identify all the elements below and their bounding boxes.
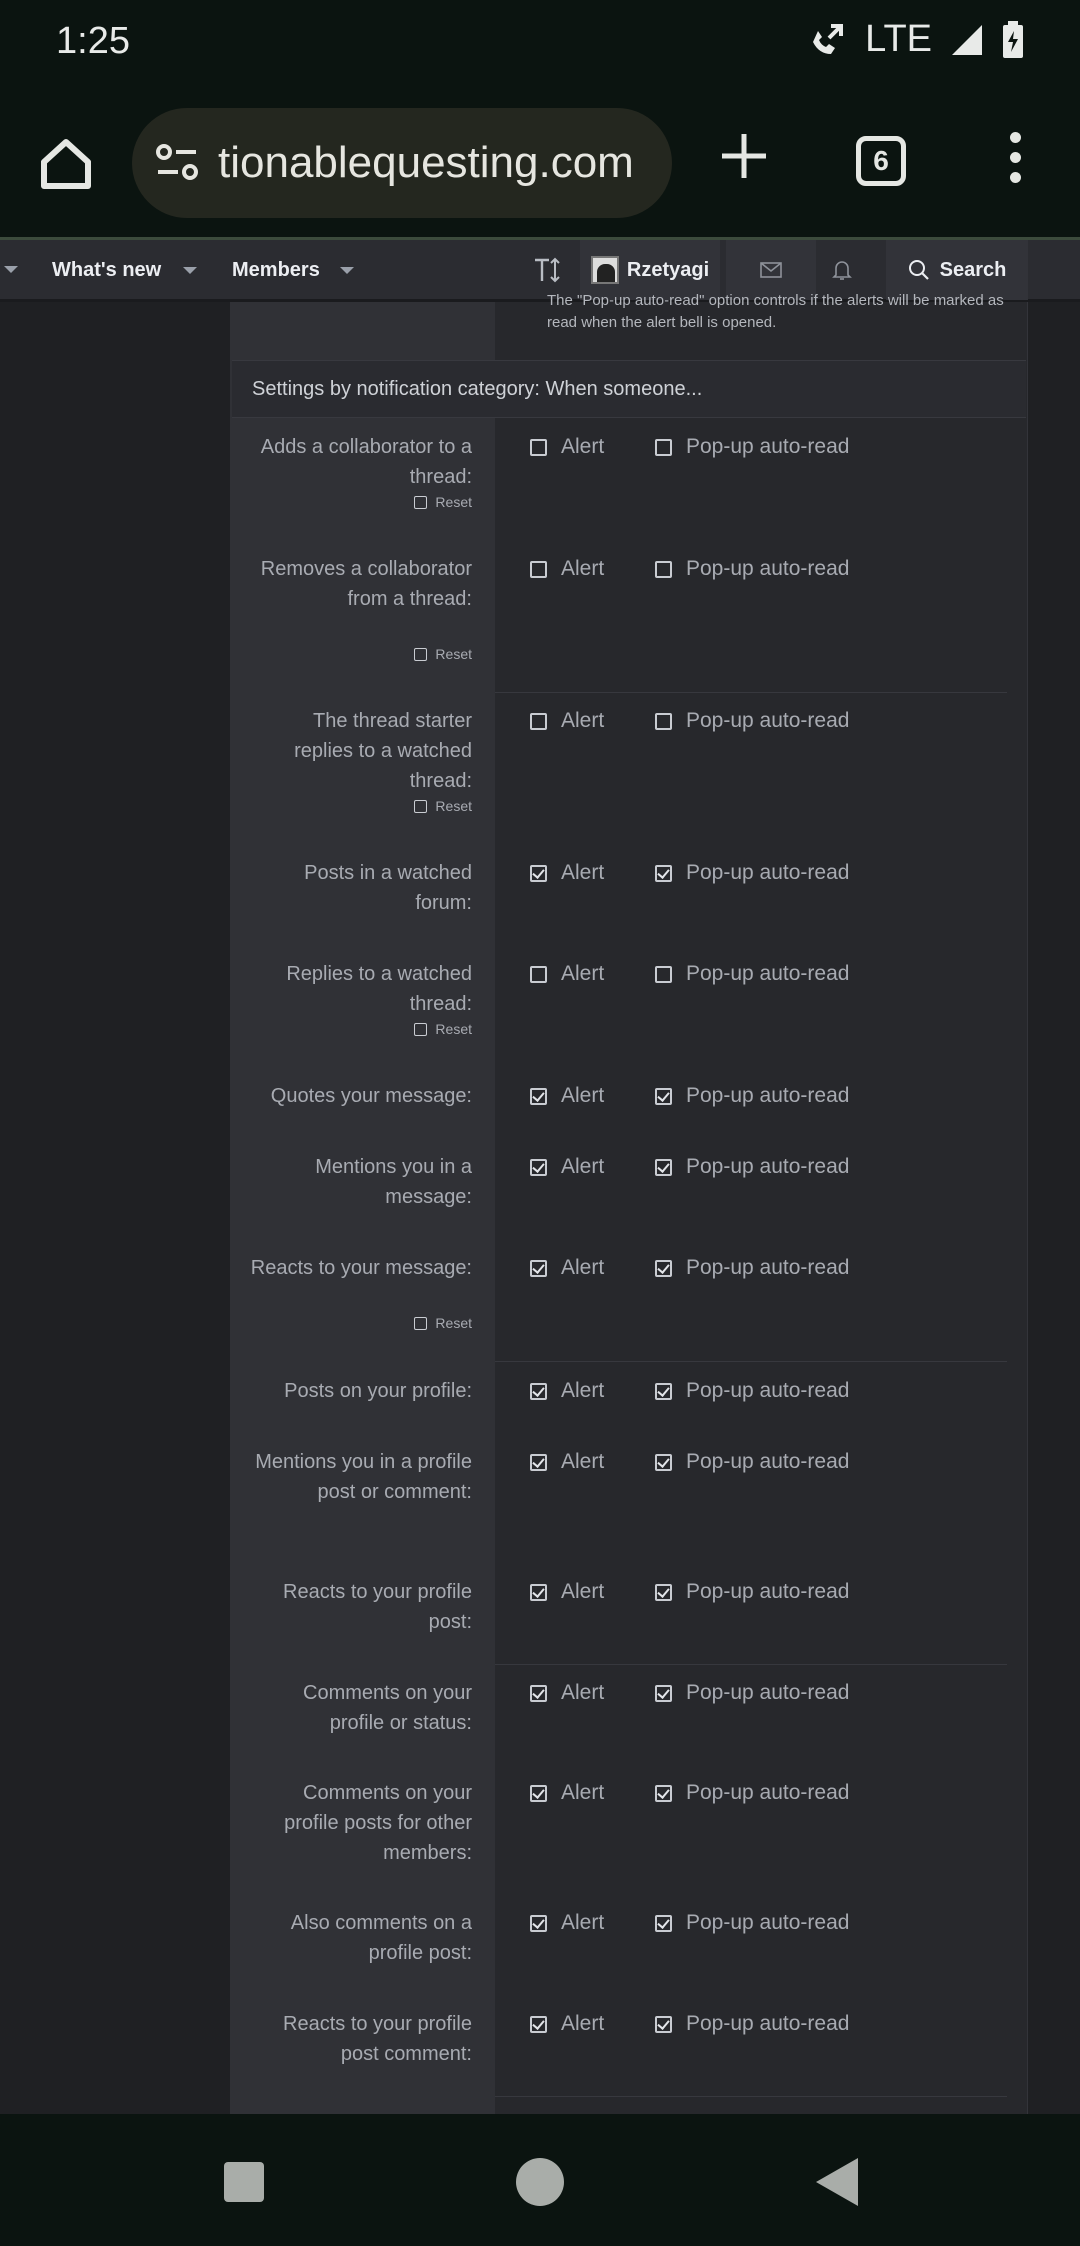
checkbox-checked-icon[interactable] xyxy=(530,1685,547,1702)
popup-autoread-checkbox[interactable] xyxy=(655,557,849,581)
popup-autoread-checkbox-label: Pop-up auto-read xyxy=(686,1256,850,1279)
popup-autoread-checkbox-label: Pop-up auto-read xyxy=(686,2012,850,2035)
reset-checkbox[interactable] xyxy=(408,646,472,662)
alert-checkbox[interactable] xyxy=(530,2012,604,2036)
checkbox-icon[interactable] xyxy=(414,496,427,509)
checkbox-checked-icon[interactable] xyxy=(655,1383,672,1400)
alert-checkbox-label: Alert xyxy=(561,709,605,732)
setting-label: Also comments on a profile post: xyxy=(290,1912,472,1964)
checkbox-checked-icon[interactable] xyxy=(655,1454,672,1471)
alert-checkbox-label: Alert xyxy=(561,1911,605,1934)
group-divider xyxy=(495,1664,1007,1665)
status-time: 1:25 xyxy=(56,20,130,62)
home-button[interactable] xyxy=(516,2158,564,2206)
reset-label: Reset xyxy=(435,646,472,662)
network-type: LTE xyxy=(865,18,932,60)
status-bar xyxy=(0,0,1080,86)
nav-members-label: Members xyxy=(232,258,320,281)
checkbox-icon[interactable] xyxy=(414,1023,427,1036)
popup-autoread-checkbox-label: Pop-up auto-read xyxy=(686,435,850,458)
signal-icon xyxy=(950,23,984,57)
alert-checkbox-label: Alert xyxy=(561,435,605,458)
popup-autoread-checkbox-label: Pop-up auto-read xyxy=(686,1379,850,1402)
checkbox-checked-icon[interactable] xyxy=(530,2016,547,2033)
popup-autoread-checkbox[interactable] xyxy=(655,861,849,885)
popup-autoread-explanation: The "Pop-up auto-read" option controls if the alerts will be marked as read when the alert bell is opened. xyxy=(547,292,1004,331)
alert-checkbox[interactable] xyxy=(530,1911,604,1935)
popup-autoread-checkbox-label: Pop-up auto-read xyxy=(686,1084,850,1107)
alert-checkbox-label: Alert xyxy=(561,1681,605,1704)
home-icon[interactable] xyxy=(36,134,96,194)
alert-checkbox[interactable] xyxy=(530,1450,604,1474)
system-nav-bar xyxy=(0,2114,1080,2246)
alert-checkbox[interactable] xyxy=(530,1781,604,1805)
alert-checkbox[interactable] xyxy=(530,709,604,733)
search-icon xyxy=(908,259,930,281)
checkbox-icon[interactable] xyxy=(655,561,672,578)
chevron-down-icon[interactable] xyxy=(340,267,354,274)
nav-members[interactable] xyxy=(232,240,354,300)
alert-checkbox[interactable] xyxy=(530,1379,604,1403)
checkbox-checked-icon[interactable] xyxy=(530,1383,547,1400)
checkbox-checked-icon[interactable] xyxy=(655,865,672,882)
alert-checkbox[interactable] xyxy=(530,1580,604,1604)
nav-whats-new[interactable] xyxy=(52,240,197,300)
alert-checkbox-label: Alert xyxy=(561,1084,605,1107)
alert-checkbox[interactable] xyxy=(530,435,604,459)
envelope-icon xyxy=(760,262,782,278)
setting-label: Reacts to your profile post comment: xyxy=(283,2013,472,2065)
setting-label: Quotes your message: xyxy=(270,1085,472,1107)
popup-autoread-checkbox[interactable] xyxy=(655,1450,849,1474)
popup-autoread-checkbox[interactable] xyxy=(655,1781,849,1805)
setting-label: Reacts to your message: xyxy=(250,1257,472,1279)
alert-checkbox[interactable] xyxy=(530,861,604,885)
popup-autoread-checkbox[interactable] xyxy=(655,435,849,459)
setting-label: Reacts to your profile post: xyxy=(283,1581,472,1633)
alert-checkbox-label: Alert xyxy=(561,557,605,580)
checkbox-checked-icon[interactable] xyxy=(655,1685,672,1702)
setting-label: Posts on your profile: xyxy=(284,1380,472,1402)
recents-button[interactable] xyxy=(224,2162,264,2202)
setting-label: Mentions you in a message: xyxy=(315,1156,472,1208)
checkbox-icon[interactable] xyxy=(530,561,547,578)
group-divider xyxy=(495,692,1007,693)
status-icons xyxy=(807,18,1024,61)
wifi-calling-icon xyxy=(807,20,847,60)
checkbox-checked-icon[interactable] xyxy=(655,2016,672,2033)
checkbox-checked-icon[interactable] xyxy=(655,1785,672,1802)
setting-label: Mentions you in a profile post or comment: xyxy=(255,1451,472,1503)
setting-label: Comments on your profile or status: xyxy=(303,1682,472,1734)
popup-autoread-checkbox-label: Pop-up auto-read xyxy=(686,962,850,985)
alert-checkbox-label: Alert xyxy=(561,1256,605,1279)
reset-checkbox[interactable] xyxy=(408,494,472,510)
alert-checkbox-label: Alert xyxy=(561,1155,605,1178)
popup-autoread-checkbox[interactable] xyxy=(655,1911,849,1935)
popup-autoread-checkbox-label: Pop-up auto-read xyxy=(686,1580,850,1603)
checkbox-checked-icon[interactable] xyxy=(655,1584,672,1601)
checkbox-icon[interactable] xyxy=(414,800,427,813)
alert-checkbox[interactable] xyxy=(530,1681,604,1705)
checkbox-checked-icon[interactable] xyxy=(655,1915,672,1932)
menu-icon[interactable] xyxy=(1000,132,1030,188)
popup-autoread-checkbox-label: Pop-up auto-read xyxy=(686,1155,850,1178)
setting-label: The thread starter replies to a watched thread: xyxy=(294,710,472,792)
popup-autoread-checkbox[interactable] xyxy=(655,1379,849,1403)
checkbox-checked-icon[interactable] xyxy=(530,1260,547,1277)
popup-autoread-checkbox[interactable] xyxy=(655,962,849,986)
username-label: Rzetyagi xyxy=(626,258,710,281)
popup-autoread-checkbox-label: Pop-up auto-read xyxy=(686,1450,850,1473)
alert-checkbox[interactable] xyxy=(530,1155,604,1179)
right-gutter xyxy=(1028,300,1080,2114)
reset-label: Reset xyxy=(435,798,472,814)
bell-icon xyxy=(832,259,852,281)
reset-label: Reset xyxy=(435,1315,472,1331)
reset-checkbox[interactable] xyxy=(408,1021,472,1037)
setting-label: Comments on your profile posts for other members: xyxy=(284,1782,472,1864)
checkbox-checked-icon[interactable] xyxy=(655,1260,672,1277)
popup-autoread-checkbox[interactable] xyxy=(655,709,849,733)
setting-label: Replies to a watched thread: xyxy=(286,963,472,1015)
avatar xyxy=(591,256,619,284)
left-gutter xyxy=(0,300,230,2114)
checkbox-icon[interactable] xyxy=(530,439,547,456)
popup-autoread-checkbox-label: Pop-up auto-read xyxy=(686,557,850,580)
setting-label: Removes a collaborator from a thread: xyxy=(260,558,472,610)
chevron-down-icon[interactable] xyxy=(183,267,197,274)
text-size-icon xyxy=(533,257,561,283)
site-settings-icon[interactable] xyxy=(154,140,200,186)
checkbox-icon[interactable] xyxy=(655,966,672,983)
popup-autoread-checkbox[interactable] xyxy=(655,1580,849,1604)
reset-label: Reset xyxy=(435,494,472,510)
alert-checkbox[interactable] xyxy=(530,1256,604,1280)
tab-switcher-button[interactable]: 6 xyxy=(856,136,906,186)
popup-autoread-checkbox[interactable] xyxy=(655,1681,849,1705)
url-text[interactable]: tionablequesting.com xyxy=(218,138,634,187)
nav-whats-new-label: What's new xyxy=(52,258,162,281)
popup-autoread-checkbox-label: Pop-up auto-read xyxy=(686,1911,850,1934)
checkbox-checked-icon[interactable] xyxy=(530,1785,547,1802)
alert-checkbox-label: Alert xyxy=(561,861,605,884)
setting-label: Posts in a watched forum: xyxy=(304,862,472,914)
checkbox-checked-icon[interactable] xyxy=(530,865,547,882)
alert-checkbox-label: Alert xyxy=(561,1379,605,1402)
alert-checkbox-label: Alert xyxy=(561,1781,605,1804)
battery-icon xyxy=(1002,21,1024,59)
group-divider xyxy=(495,2096,1007,2097)
checkbox-checked-icon[interactable] xyxy=(530,1454,547,1471)
setting-label: Adds a collaborator to a thread: xyxy=(260,436,472,488)
popup-autoread-checkbox-label: Pop-up auto-read xyxy=(686,709,850,732)
popup-autoread-checkbox[interactable] xyxy=(655,1256,849,1280)
reset-checkbox[interactable] xyxy=(408,1315,472,1331)
checkbox-icon[interactable] xyxy=(530,966,547,983)
checkbox-icon[interactable] xyxy=(655,713,672,730)
checkbox-checked-icon[interactable] xyxy=(530,1088,547,1105)
reset-label: Reset xyxy=(435,1021,472,1037)
group-divider xyxy=(495,1361,1007,1362)
new-tab-icon[interactable] xyxy=(718,130,770,182)
alert-checkbox[interactable] xyxy=(530,557,604,581)
popup-autoread-checkbox[interactable] xyxy=(655,1155,849,1179)
popup-autoread-checkbox[interactable] xyxy=(655,1084,849,1108)
alert-checkbox-label: Alert xyxy=(561,962,605,985)
alert-checkbox-label: Alert xyxy=(561,1450,605,1473)
alert-checkbox-label: Alert xyxy=(561,1580,605,1603)
checkbox-checked-icon[interactable] xyxy=(530,1159,547,1176)
browser-toolbar xyxy=(0,86,1080,240)
category-header: Settings by notification category: When someone... xyxy=(232,360,1026,418)
popup-autoread-checkbox[interactable] xyxy=(655,2012,849,2036)
address-bar[interactable] xyxy=(132,108,672,218)
popup-autoread-checkbox-label: Pop-up auto-read xyxy=(686,1681,850,1704)
back-button[interactable] xyxy=(816,2158,858,2206)
checkbox-checked-icon[interactable] xyxy=(655,1159,672,1176)
search-label: Search xyxy=(939,258,1007,281)
checkbox-checked-icon[interactable] xyxy=(530,1915,547,1932)
checkbox-checked-icon[interactable] xyxy=(655,1088,672,1105)
alert-checkbox[interactable] xyxy=(530,1084,604,1108)
chevron-down-icon[interactable] xyxy=(4,266,18,273)
checkbox-icon[interactable] xyxy=(414,1317,427,1330)
checkbox-icon[interactable] xyxy=(530,713,547,730)
checkbox-checked-icon[interactable] xyxy=(530,1584,547,1601)
popup-autoread-checkbox-label: Pop-up auto-read xyxy=(686,1781,850,1804)
checkbox-icon[interactable] xyxy=(655,439,672,456)
reset-checkbox[interactable] xyxy=(408,798,472,814)
alert-checkbox-label: Alert xyxy=(561,2012,605,2035)
alert-checkbox[interactable] xyxy=(530,962,604,986)
popup-autoread-checkbox-label: Pop-up auto-read xyxy=(686,861,850,884)
checkbox-icon[interactable] xyxy=(414,648,427,661)
